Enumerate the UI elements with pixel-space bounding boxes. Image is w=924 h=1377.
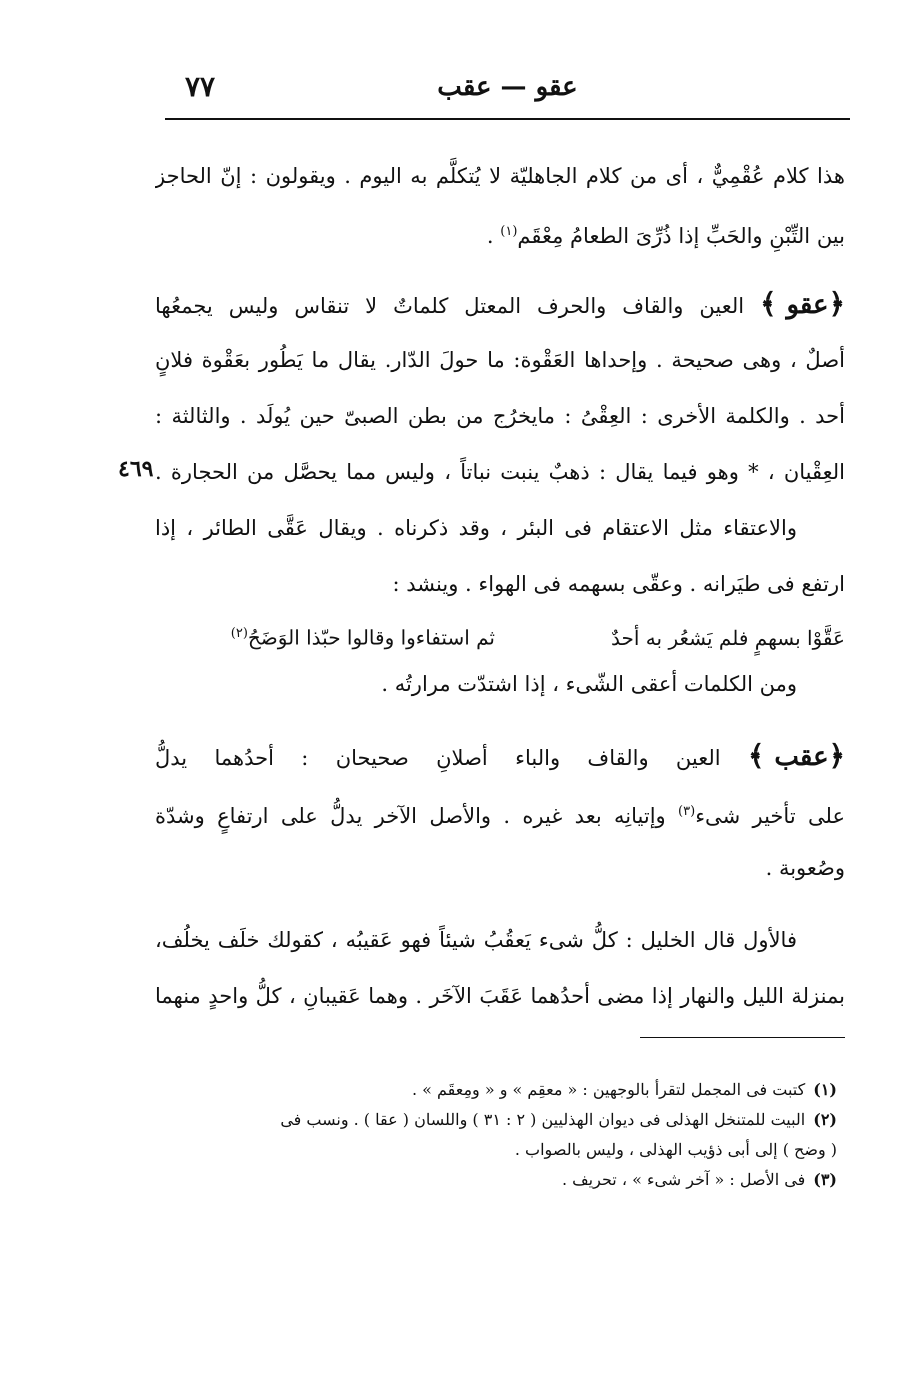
footnote-3-number: (٣) xyxy=(813,1170,837,1189)
page-header xyxy=(165,70,850,114)
text-line-12: وصُعوبة . xyxy=(765,856,845,880)
ornate-bracket-close: ﴾ xyxy=(760,287,777,320)
footnote-1 xyxy=(165,1075,837,1105)
verse-first-hemistich: عَقَّوْا بسهمٍ فلم يَشعُر به أحدٌ xyxy=(611,625,845,650)
text-line-11 xyxy=(155,784,845,840)
text-line-11-start: على تأخير شىء xyxy=(695,804,845,828)
entry-aqb-line-1 xyxy=(155,728,845,784)
footnote-3 xyxy=(165,1165,837,1195)
text-line-14: بمنزلة الليل والنهار إذا مضى أحدُهما عَقَبَ الآخَر . وهما عَقيبانِ ، كلُّ واحدٍ منهما xyxy=(155,984,845,1008)
text-line-4: أصلٌ ، وهى صحيحة . وإحداها العَقْوة: ما حولَ الدّار. يقال ما يَطُور بعَقْوة فلانٍ xyxy=(155,348,845,372)
verse-second-text: ثم استفاءوا وقالوا حبّذا الوَضَحُ xyxy=(247,625,495,650)
footnote-rule xyxy=(640,1037,845,1038)
entry-aqb-text: العين والقاف والباء أصلانِ صحيحان : أحدُهما يدلُّ xyxy=(155,746,721,770)
paragraph-gap xyxy=(155,260,845,276)
entry-aqw-text: العين والقاف والحرف المعتل كلماتٌ لا تنقاس وليس يجمعُها xyxy=(155,294,745,318)
ornate-bracket-open: ﴿ xyxy=(828,287,845,320)
ornate-bracket-close: ﴾ xyxy=(747,739,765,772)
main-text xyxy=(155,148,845,1024)
paragraph-gap xyxy=(155,712,845,728)
footnote-1-text: كتبت فى المجمل لتقرأ بالوجهين : « معقِم » و « ومِعقَم » . xyxy=(411,1080,806,1099)
header-rule xyxy=(165,118,850,120)
footnotes xyxy=(165,1075,837,1195)
footnote-3-text: فى الأصل : « آخر شىء » ، تحريف . xyxy=(561,1170,806,1189)
running-title: عقو — عقب xyxy=(437,72,578,102)
text-line-8: ارتفع فى طيَرانه . وعقّى بسهمه فى الهواء . وينشد : xyxy=(392,572,845,596)
footnote-ref-2: (٢) xyxy=(230,626,248,641)
text-line-2-end: . xyxy=(486,224,501,248)
footnote-2 xyxy=(165,1105,837,1135)
ornate-bracket-open: ﴿ xyxy=(828,739,845,772)
footnote-ref-1: (١) xyxy=(500,224,518,239)
poetry-verse xyxy=(155,612,845,656)
entry-heading-aqw: عقو xyxy=(786,290,829,320)
footnote-2-text: البيت للمتنخل الهذلى فى ديوان الهذليين ( ٢ : ٣١ ) واللسان ( عقا ) . ونسب فى xyxy=(280,1110,806,1129)
text-line-11-rest: وإتيانِه بعد غيره . والأصل الآخر يدلُّ على ارتفاعٍ وشدّة xyxy=(155,804,679,828)
entry-heading-aqb: عقب xyxy=(774,742,829,772)
text-line-7: والاعتقاء مثل الاعتقام فى البئر ، وقد ذكرناه . ويقال عَقَّى الطائر ، إذا xyxy=(155,516,797,540)
footnote-2-continued: ( وضح ) إلى أبى ذؤيب الهذلى ، وليس بالصواب . xyxy=(514,1140,837,1159)
footnote-2-number: (٢) xyxy=(813,1110,837,1129)
text-line-1: هذا كلام عُقْمِيٌّ ، أى من كلام الجاهليّة لا يُتكلَّم به اليوم . ويقولون : إنّ الحاجز xyxy=(155,164,845,188)
text-line-9: ومن الكلمات أعقى الشّىء ، إذا اشتدّت مرارتُه . xyxy=(381,672,797,696)
text-line-2 xyxy=(155,204,845,260)
margin-page-reference: ٤٦٩ xyxy=(118,456,154,482)
text-line-2-text: بين التِّبْنِ والحَبِّ إذا ذُرِّىَ الطعامُ مِعْقَم xyxy=(517,224,845,248)
text-line-13: فالأول قال الخليل : كلُّ شىء يَعقُبُ شيئاً فهو عَقيبُه ، كقولك خلَف يخلُف، xyxy=(155,928,797,952)
footnote-ref-3: (٣) xyxy=(678,804,696,819)
text-line-5: أحد . والكلمة الأخرى : العِقْىُ : مايخرُج من بطن الصبىّ حين يُولَد . والثالثة : xyxy=(155,404,845,428)
paragraph-gap xyxy=(155,896,845,912)
verse-second-hemistich xyxy=(175,612,495,660)
page-number: ٧٧ xyxy=(185,70,216,103)
footnote-1-number: (١) xyxy=(813,1080,837,1099)
entry-aqw-line-1 xyxy=(155,276,845,332)
text-line-6: العِقْيان ، * وهو فيما يقال : ذهبٌ ينبت نباتاً ، وليس مما يحصَّل من الحجارة . xyxy=(155,460,845,484)
